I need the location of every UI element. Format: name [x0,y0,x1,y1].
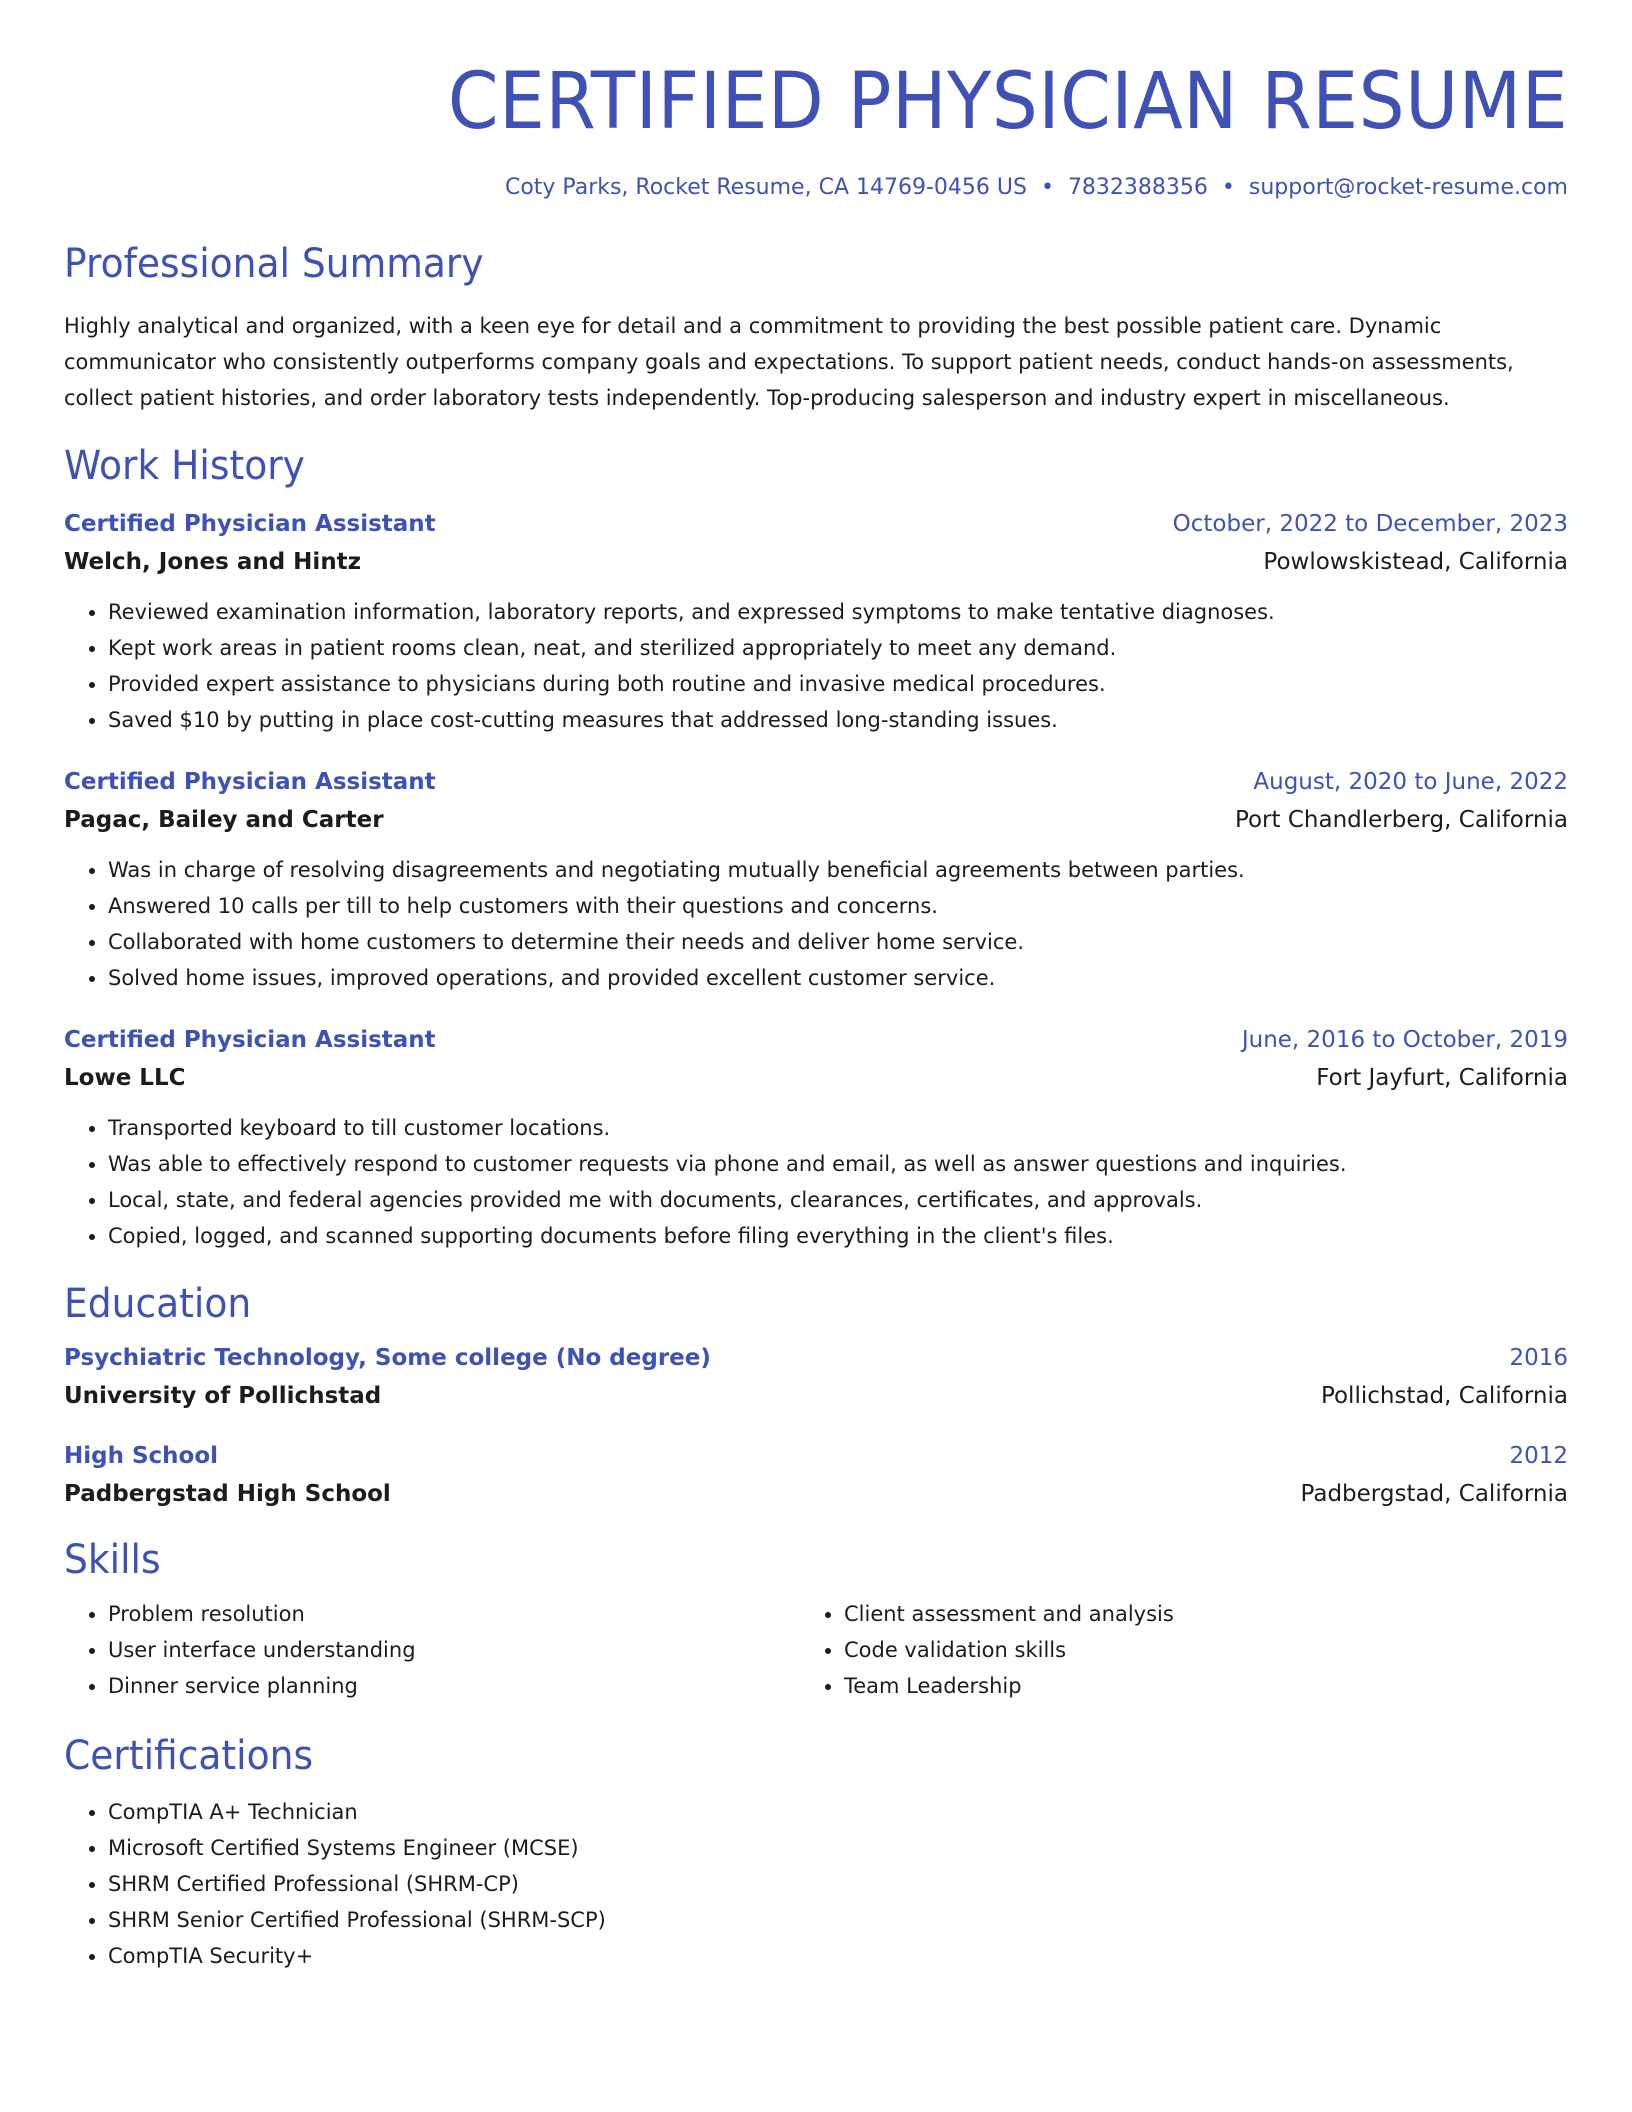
job-bullet: • Kept work areas in patient rooms clean, neat, and sterilized appropriately to meet any demand. [108,630,1568,666]
skills-column-left [64,1596,800,1704]
job-bullet: • Reviewed examination information, laboratory reports, and expressed symptoms to make tentative diagnoses. [108,594,1568,630]
job-entry [64,506,1568,738]
skills-heading: Skills [64,1537,161,1583]
job-bullet: • Collaborated with home customers to determine their needs and deliver home service. [108,924,1568,960]
education-year: 2016 [1509,1345,1568,1371]
skill-item: • Team Leadership [844,1668,1536,1704]
job-bullet: • Copied, logged, and scanned supporting documents before filing everything in the client's files. [108,1218,1568,1254]
job-bullets [64,594,1568,738]
job-company: Lowe LLC [64,1065,186,1091]
education-degree: High School [64,1443,219,1469]
certification-item: • CompTIA Security+ [108,1938,1568,1974]
job-location: Powlowskistead, California [1263,549,1568,575]
resume-title: CERTIFIED PHYSICIAN RESUME [447,57,1568,147]
job-dates: October, 2022 to December, 2023 [1172,511,1568,537]
education-year: 2012 [1509,1443,1568,1469]
job-bullet: • Saved $10 by putting in place cost-cutting measures that addressed long-standing issues. [108,702,1568,738]
summary-text: Highly analytical and organized, with a keen eye for detail and a commitment to providing the best possible patient care. Dynamic communicator who consistently outperforms company goals and expectations. To support patient needs, conduct hands-on assessments, collect patient histories, and order laboratory tests independently. Top-producing salesperson and industry expert in miscellaneous. [64,314,1514,410]
education-school: Padbergstad High School [64,1481,391,1507]
job-location: Port Chandlerberg, California [1234,807,1568,833]
education-heading: Education [64,1281,252,1327]
job-dates: August, 2020 to June, 2022 [1253,769,1568,795]
certification-item: • Microsoft Certified Systems Engineer (MCSE) [108,1830,1568,1866]
skill-item: • Dinner service planning [108,1668,800,1704]
job-entry [64,1022,1568,1254]
contact-email[interactable]: support@rocket-resume.com [1248,175,1568,200]
job-bullet: • Transported keyboard to till customer locations. [108,1110,1568,1146]
contact-separator: • [1040,175,1054,200]
education-degree: Psychiatric Technology, Some college (No degree) [64,1345,711,1371]
certification-item: • CompTIA A+ Technician [108,1794,1568,1830]
skill-item: • User interface understanding [108,1632,800,1668]
job-bullets [64,852,1568,996]
certification-item: • SHRM Senior Certified Professional (SHRM-SCP) [108,1902,1568,1938]
education-entry [64,1340,1568,1416]
job-bullet: • Provided expert assistance to physicians during both routine and invasive medical procedures. [108,666,1568,702]
education-location: Padbergstad, California [1300,1481,1568,1507]
education-entry [64,1438,1568,1514]
job-bullet: • Was able to effectively respond to customer requests via phone and email, as well as answer questions and inquiries. [108,1146,1568,1182]
contact-address: Coty Parks, Rocket Resume, CA 14769-0456 US [504,175,1027,200]
skills-column-right [800,1596,1536,1704]
contact-separator: • [1221,175,1235,200]
job-bullet: • Solved home issues, improved operations, and provided excellent customer service. [108,960,1568,996]
job-title: Certified Physician Assistant [64,769,436,795]
certifications-list [64,1794,1568,1974]
skill-item: • Code validation skills [844,1632,1536,1668]
resume-page [64,0,1568,1974]
skills-grid [64,1596,1568,1704]
education-location: Pollichstad, California [1320,1383,1568,1409]
job-bullet: • Was in charge of resolving disagreements and negotiating mutually beneficial agreements between parties. [108,852,1568,888]
contact-line [64,172,1568,204]
job-company: Welch, Jones and Hintz [64,549,362,575]
job-bullet: • Answered 10 calls per till to help customers with their questions and concerns. [108,888,1568,924]
job-location: Fort Jayfurt, California [1316,1065,1568,1091]
skill-item: • Client assessment and analysis [844,1596,1536,1632]
job-bullet: • Local, state, and federal agencies provided me with documents, clearances, certificates, and approvals. [108,1182,1568,1218]
job-title: Certified Physician Assistant [64,511,436,537]
education-school: University of Pollichstad [64,1383,382,1409]
job-dates: June, 2016 to October, 2019 [1241,1027,1568,1053]
job-title: Certified Physician Assistant [64,1027,436,1053]
summary-heading: Professional Summary [64,241,484,287]
skills-list [800,1596,1536,1704]
job-bullets [64,1110,1568,1254]
certification-item: • SHRM Certified Professional (SHRM-CP) [108,1866,1568,1902]
job-entry [64,764,1568,996]
skill-item: • Problem resolution [108,1596,800,1632]
contact-phone: 7832388356 [1067,175,1208,200]
certifications-heading: Certifications [64,1733,314,1779]
job-company: Pagac, Bailey and Carter [64,807,384,833]
work-history-heading: Work History [64,443,305,489]
skills-list [64,1596,800,1704]
